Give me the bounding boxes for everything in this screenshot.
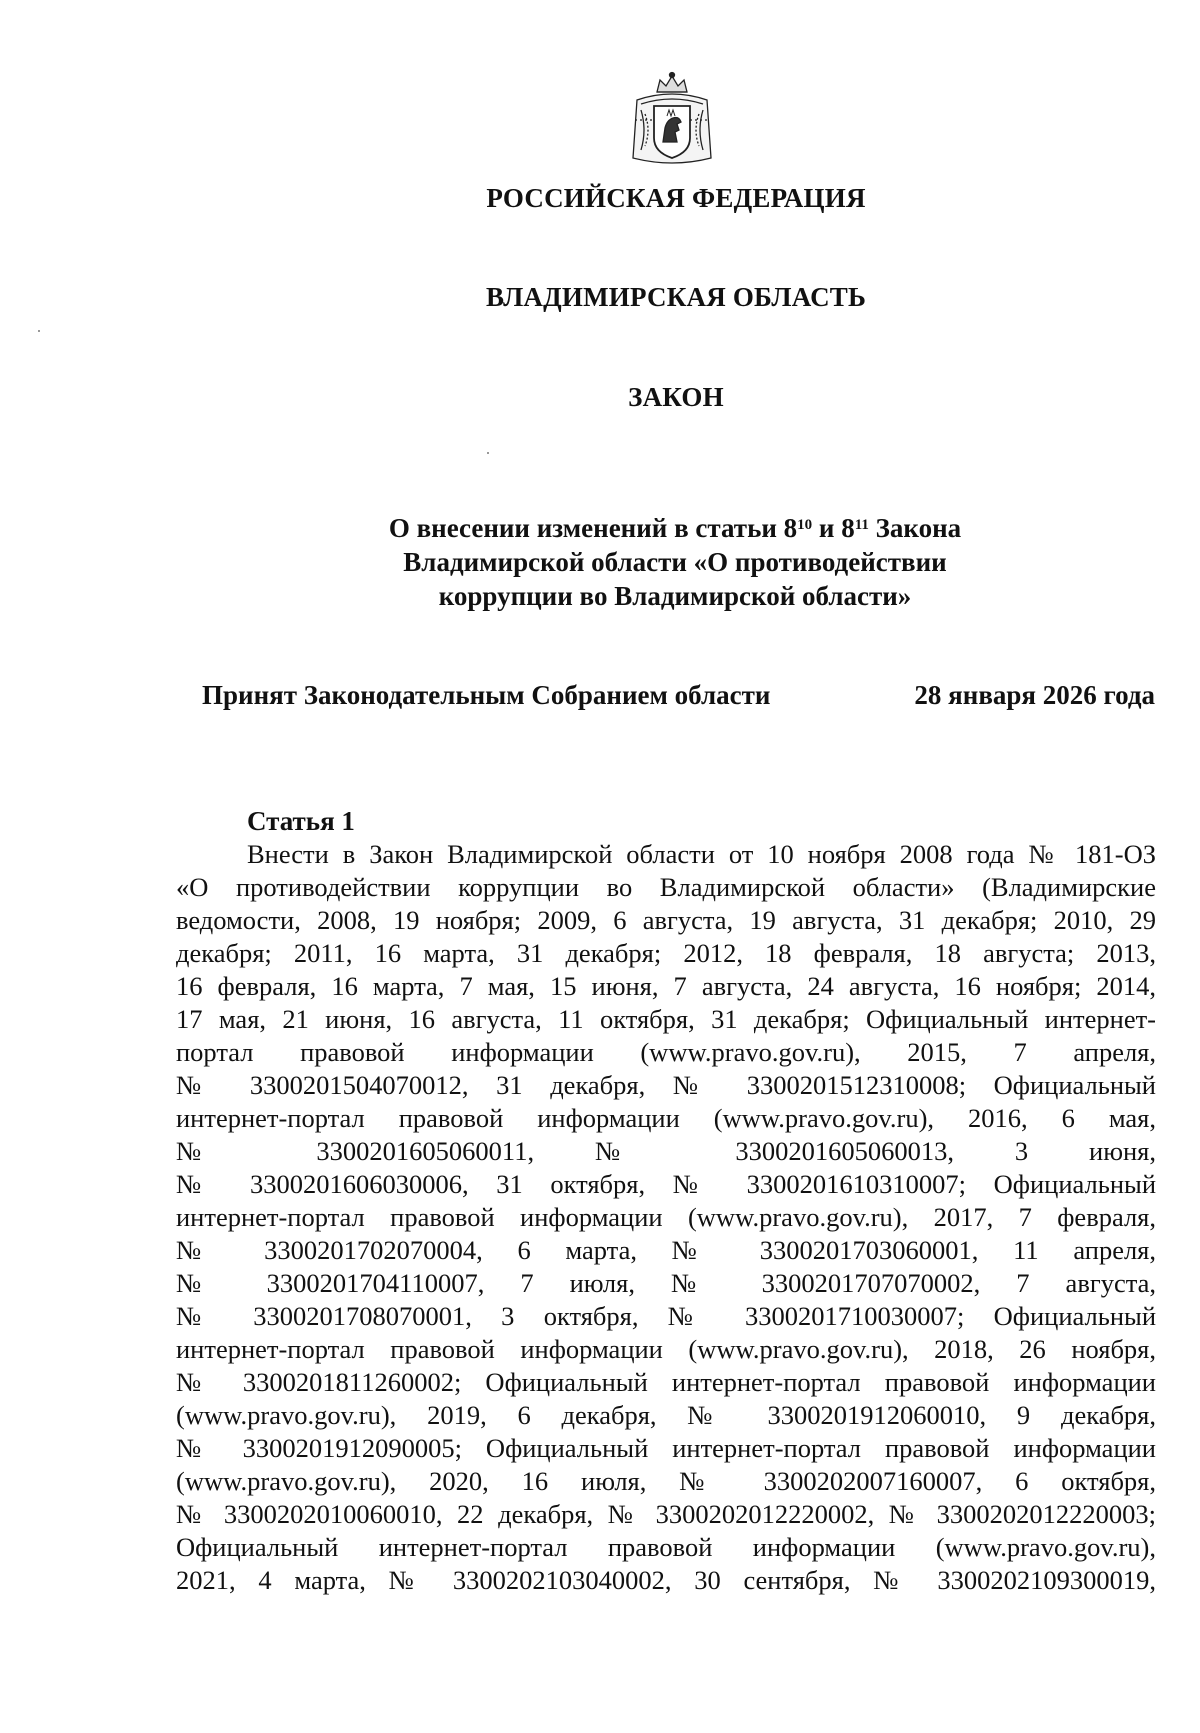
law-title-sup-1: 10 [797, 517, 813, 533]
coat-of-arms-emblem-icon [627, 70, 717, 170]
article-line: № 3300201811260002; Официальный интернет-портал правовой информации [176, 1367, 1156, 1397]
article-line: № 3300201606030006, 31 октября, № 3300201610310007; Официальный [176, 1169, 1156, 1199]
region-heading: ВЛАДИМИРСКАЯ ОБЛАСТЬ [485, 282, 867, 312]
law-title [340, 511, 1010, 613]
article-line: № 3300202010060010, 22 декабря, № 3300202012220002, № 3300202012220003; [176, 1499, 1156, 1529]
adopted-date: 28 января 2026 года [914, 680, 1155, 710]
article-line: № 3300201702070004, 6 марта, № 3300201703060001, 11 апреля, [176, 1235, 1156, 1265]
article-line: «О противодействии коррупции во Владимирской области» (Владимирские [176, 872, 1156, 902]
article-line: (www.pravo.gov.ru), 2019, 6 декабря, № 3300201912060010, 9 декабря, [176, 1400, 1156, 1430]
article-body [176, 838, 1156, 1597]
article-line: интернет-портал правовой информации (www.pravo.gov.ru), 2016, 6 мая, [176, 1103, 1156, 1133]
law-title-line-1 [340, 511, 1010, 545]
article-line: 16 февраля, 16 марта, 7 мая, 15 июня, 7 августа, 24 августа, 16 ноября; 2014, [176, 971, 1156, 1001]
article-line: № 3300201605060011, № 3300201605060013, 3 июня, [176, 1136, 1156, 1166]
law-title-sup-2: 11 [854, 517, 869, 533]
article-line: № 3300201504070012, 31 декабря, № 3300201512310008; Официальный [176, 1070, 1156, 1100]
article-line: № 3300201708070001, 3 октября, № 3300201710030007; Официальный [176, 1301, 1156, 1331]
scan-speck [38, 330, 40, 332]
law-title-text-a: О внесении изменений в статьи 8 [388, 513, 798, 543]
article-line: ведомости, 2008, 19 ноября; 2009, 6 августа, 19 августа, 31 декабря; 2010, 29 [176, 905, 1156, 935]
article-line: № 3300201912090005; Официальный интернет-портал правовой информации [176, 1433, 1156, 1463]
article-line: (www.pravo.gov.ru), 2020, 16 июля, № 3300202007160007, 6 октября, [176, 1466, 1156, 1496]
article-line: портал правовой информации (www.pravo.gov.ru), 2015, 7 апреля, [176, 1037, 1156, 1067]
law-title-line-2: Владимирской области «О противодействии [403, 547, 947, 577]
article-line: № 3300201704110007, 7 июля, № 3300201707070002, 7 августа, [176, 1268, 1156, 1298]
article-line: Официальный интернет-портал правовой информации (www.pravo.gov.ru), [176, 1532, 1156, 1562]
article-line: Внести в Закон Владимирской области от 10 ноября 2008 года № 181-ОЗ [247, 839, 1156, 869]
article-line: декабря; 2011, 16 марта, 31 декабря; 2012, 18 февраля, 18 августа; 2013, [176, 938, 1156, 968]
doc-type-heading: ЗАКОН [628, 382, 724, 412]
country-heading: РОССИЙСКАЯ ФЕДЕРАЦИЯ [486, 183, 866, 213]
law-title-line-3: коррупции во Владимирской области» [438, 581, 912, 611]
adopted-by: Принят Законодательным Собранием области [202, 680, 771, 710]
scan-speck [487, 452, 489, 454]
article-line: 2021, 4 марта, № 3300202103040002, 30 сентября, № 3300202109300019, [176, 1565, 1156, 1595]
article-line: 17 мая, 21 июня, 16 августа, 11 октября, 31 декабря; Официальный интернет- [176, 1004, 1156, 1034]
article-line: интернет-портал правовой информации (www.pravo.gov.ru), 2018, 26 ноября, [176, 1334, 1156, 1364]
law-title-text-c: Закона [868, 513, 962, 543]
article-heading: Статья 1 [247, 806, 355, 836]
law-title-text-b: и 8 [812, 513, 855, 543]
adoption-info [202, 680, 1155, 714]
article-line: интернет-портал правовой информации (www.pravo.gov.ru), 2017, 7 февраля, [176, 1202, 1156, 1232]
